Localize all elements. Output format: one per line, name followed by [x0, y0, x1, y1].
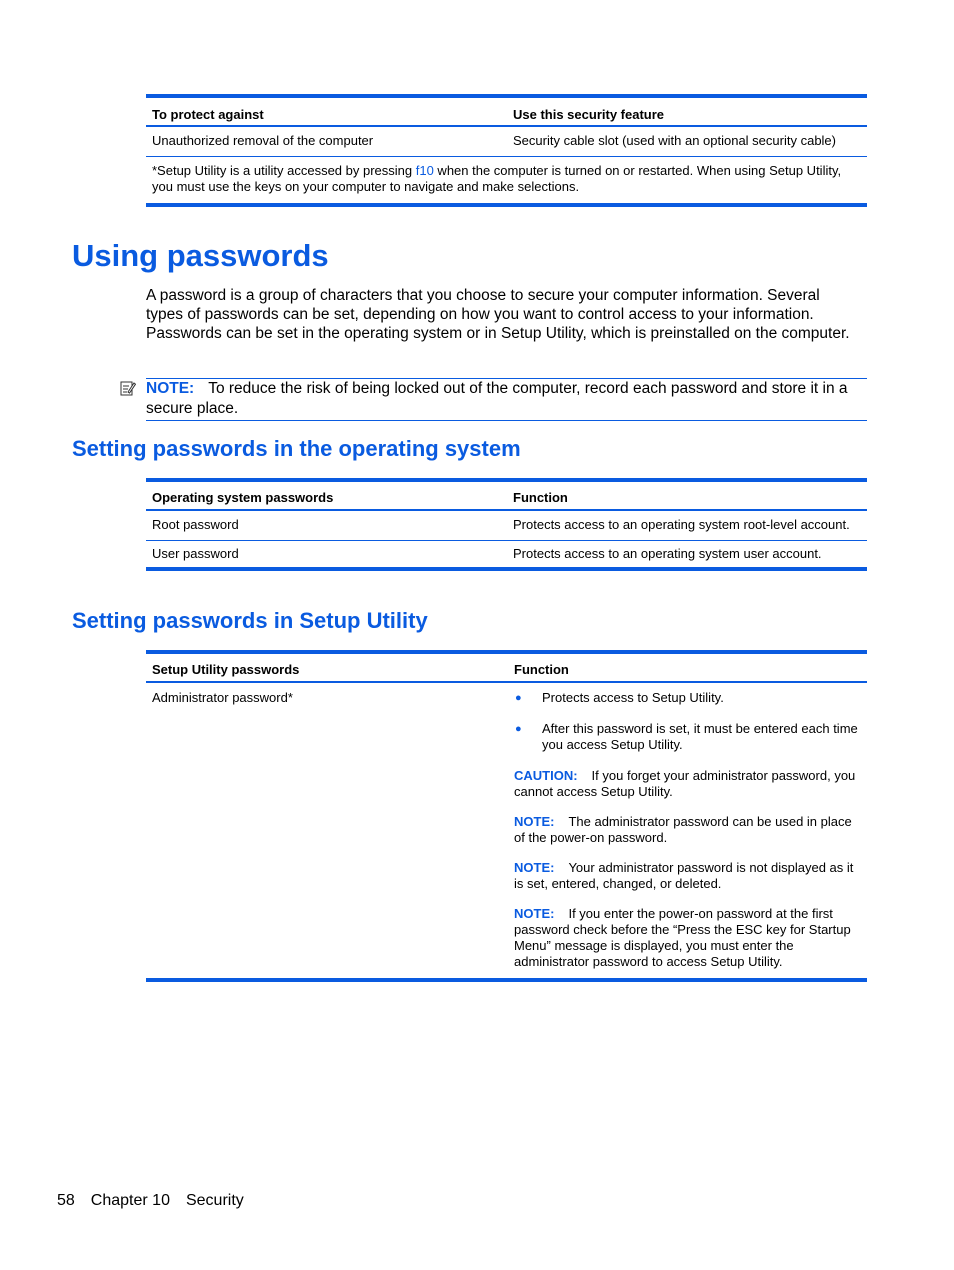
note-label: NOTE: [514, 814, 555, 829]
table-header: Setup Utility passwords [146, 652, 507, 682]
table-header: Operating system passwords [146, 480, 507, 510]
table-cell: Protects access to an operating system user account. [513, 545, 822, 561]
list-item: ● Protects access to Setup Utility. [515, 690, 724, 705]
note-text: To reduce the risk of being locked out of the computer, record each password and store it in a secure place. [146, 380, 848, 417]
page-footer [57, 1191, 260, 1211]
table-header: To protect against [146, 96, 507, 126]
caution-note: CAUTION: If you forget your administrator password, you cannot access Setup Utility. [514, 768, 856, 799]
page-title: Using passwords [72, 238, 329, 273]
bullet-icon: ● [515, 692, 522, 704]
note-item: NOTE: Your administrator password is not displayed as it is set, entered, changed, or deleted. [514, 860, 854, 891]
table-header: Use this security feature [507, 96, 867, 126]
table-cell: Root password [146, 510, 507, 540]
table-cell: Unauthorized removal of the computer [146, 126, 507, 156]
footnote-text-start: *Setup Utility is a utility accessed by pressing [152, 162, 416, 178]
f10-key: f10 [415, 162, 434, 178]
note-item: NOTE: The administrator password can be used in place of the power-on password. [514, 814, 852, 845]
chapter-title: Security [185, 1192, 244, 1209]
table-cell: User password [152, 545, 239, 561]
os-passwords-table [146, 478, 867, 571]
caution-label: CAUTION: [514, 768, 578, 783]
table-cell: Security cable slot (used with an optional security cable) [507, 126, 867, 156]
table-cell: Administrator password* [152, 690, 293, 705]
setup-section-title: Setting passwords in Setup Utility [72, 608, 428, 633]
note-pencil-icon [120, 380, 136, 396]
intro-paragraph: A password is a group of characters that you choose to secure your computer information. Several types of passwords can be set, depending on how you want to control access to your information. Passwords can be set in the operating system or in Setup Utility, which is preinstalled on the computer. [146, 287, 850, 342]
note-label: NOTE: [514, 906, 555, 921]
table-cell: Protects access to an operating system root-level account. [507, 510, 867, 540]
note-label: NOTE: [146, 380, 195, 397]
security-feature-table [146, 94, 867, 207]
table-header: Function [507, 652, 867, 682]
chapter-label: Chapter 10 [90, 1192, 170, 1209]
bullet-icon: ● [515, 723, 522, 735]
function-cell [507, 682, 867, 980]
table-row [146, 540, 867, 569]
table-header: Function [507, 480, 867, 510]
list-item: ● After this password is set, it must be entered each time you access Setup Utility. [515, 721, 858, 752]
table-row [146, 682, 867, 980]
note-item: NOTE: If you enter the power-on password at the first password check before the “Press the ESC key for Startup Menu” message is displayed, you must enter the administrator password to access Setup Utility. [514, 906, 851, 969]
table-footnote [146, 156, 867, 205]
page-number: 58 [57, 1192, 75, 1209]
note-callout [146, 378, 867, 421]
footnote-text-end: when the computer is turned on or restarted. When using Setup Utility, you must use the keys on your computer to navigate and make selections. [152, 162, 842, 194]
note-label: NOTE: [514, 860, 555, 875]
table-row [146, 510, 867, 540]
os-section-title: Setting passwords in the operating system [72, 436, 521, 461]
setup-passwords-table [146, 650, 867, 982]
